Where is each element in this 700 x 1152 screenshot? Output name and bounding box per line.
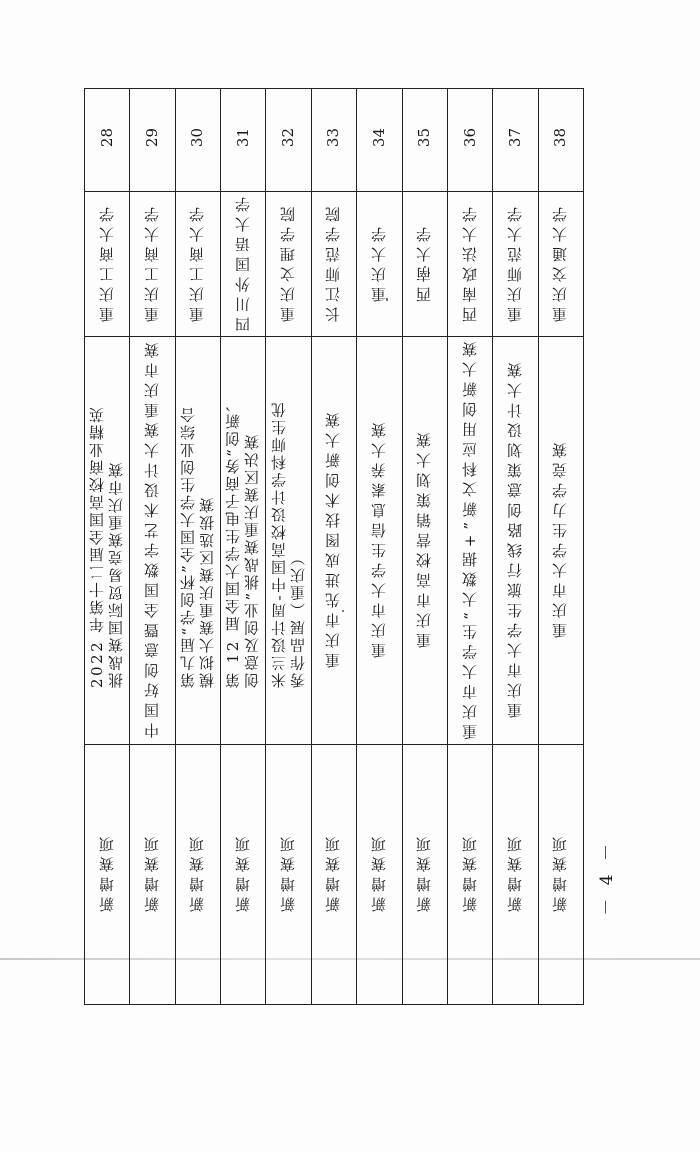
cell-note: 新增赛项 bbox=[402, 744, 447, 1004]
cell-unit: 重庆交通大学 bbox=[538, 192, 583, 337]
cell-unit: 长江师范学院 bbox=[311, 192, 356, 337]
cell-number: 33 bbox=[311, 89, 356, 192]
cell-unit: 重庆大学 bbox=[357, 192, 402, 337]
cell-unit: 四川外国语大学 bbox=[221, 192, 266, 337]
cell-note: 新增赛项 bbox=[493, 744, 538, 1004]
cell-competition: 重庆市高校营销策划大赛 bbox=[402, 337, 447, 745]
competition-table bbox=[84, 88, 584, 1005]
cell-number: 30 bbox=[175, 89, 220, 192]
cell-competition: 重庆市大学生“大数据+”新文科应用创新大赛 bbox=[447, 337, 492, 745]
column-number bbox=[85, 89, 584, 192]
cell-competition: 重庆市大学生旅行线路创意策划设计大赛 bbox=[493, 337, 538, 745]
cell-number: 31 bbox=[221, 89, 266, 192]
cell-note: 新增赛项 bbox=[221, 744, 266, 1004]
cell-competition: 中国好创意暨全国数字艺术设计大赛重庆市赛 bbox=[130, 337, 175, 745]
cell-note: 新增赛项 bbox=[85, 744, 130, 1004]
cell-number: 37 bbox=[493, 89, 538, 192]
cell-note: 新增赛项 bbox=[175, 744, 220, 1004]
cell-note: 新增赛项 bbox=[311, 744, 356, 1004]
cell-note: 新增赛项 bbox=[538, 744, 583, 1004]
column-note bbox=[85, 744, 584, 1004]
cell-number: 38 bbox=[538, 89, 583, 192]
cell-note: 新增赛项 bbox=[447, 744, 492, 1004]
cell-note: 新增赛项 bbox=[130, 744, 175, 1004]
cell-unit: 西南大学 bbox=[402, 192, 447, 337]
cell-competition: 2022 年第十二届全国高校商业精英挑战赛国际贸易竞赛重庆市赛 bbox=[85, 337, 130, 745]
cell-unit: 重庆师范大学 bbox=[493, 192, 538, 337]
cell-number: 35 bbox=[402, 89, 447, 192]
cell-number: 28 bbox=[85, 89, 130, 192]
cell-unit: 重庆工商大学 bbox=[130, 192, 175, 337]
column-competition bbox=[85, 337, 584, 745]
cell-unit: 重庆文理学院 bbox=[266, 192, 311, 337]
cell-competition: 重庆市先进成图技术创新大赛 bbox=[311, 337, 356, 745]
cell-number: 34 bbox=[357, 89, 402, 192]
page-number: － 4 － bbox=[597, 840, 617, 916]
cell-competition: 第 12 届全国大学生电子商务“创新、创意及创业”挑战赛重庆赛区决赛 bbox=[221, 337, 266, 745]
column-unit bbox=[85, 192, 584, 337]
cell-note: 新增赛项 bbox=[357, 744, 402, 1004]
cell-competition: 重庆市大学生力学竞赛 bbox=[538, 337, 583, 745]
cell-competition: 第九届“学创杯”全国大学生创业综合模拟大赛重庆赛区选拔赛 bbox=[175, 337, 220, 745]
cell-number: 32 bbox=[266, 89, 311, 192]
cell-note: 新增赛项 bbox=[266, 744, 311, 1004]
cell-competition: 米兰设计周-中国高校设计学科师生优秀作品展（重庆） bbox=[266, 337, 311, 745]
cell-number: 29 bbox=[130, 89, 175, 192]
cell-unit: 重庆工商大学 bbox=[175, 192, 220, 337]
cell-unit: 重庆工商大学 bbox=[85, 192, 130, 337]
cell-number: 36 bbox=[447, 89, 492, 192]
cell-competition: 重庆市大学生信息素养大赛 bbox=[357, 337, 402, 745]
cell-unit: 西南政法大学 bbox=[447, 192, 492, 337]
